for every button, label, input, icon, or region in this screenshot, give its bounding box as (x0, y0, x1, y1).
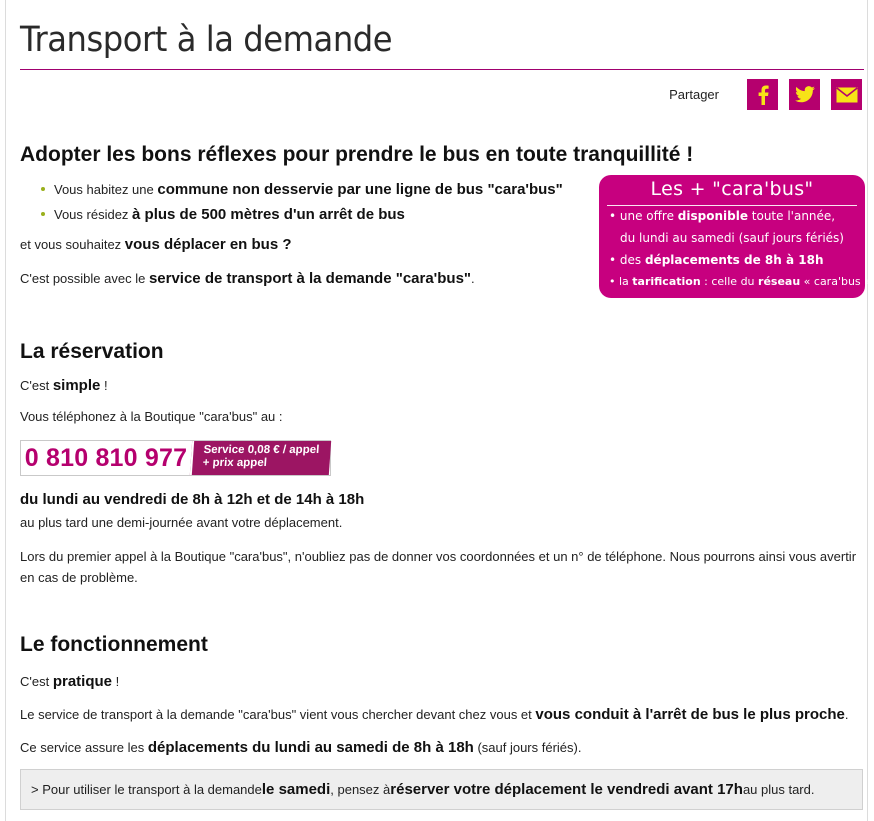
page-frame-left (5, 0, 6, 821)
page-frame-right (867, 0, 868, 821)
list-item: Vous habitez une commune non desservie par une ligne de bus "cara'bus" (39, 177, 563, 202)
emphasis: commune non desservie par une ligne de bus "cara'bus" (157, 181, 563, 198)
title-divider (20, 69, 864, 70)
promo-title: Les + "cara'bus" (650, 178, 814, 200)
service-price-tag: Service 0,08 € / appel + prix appel (190, 441, 331, 475)
twitter-bird-icon (794, 86, 816, 104)
carabus-benefits-box (599, 175, 874, 298)
promo-line-hours: • des déplacements de 8h à 18h (609, 253, 824, 267)
operation-heading: Le fonctionnement (20, 633, 208, 656)
pratique-text: C'est pratique ! (20, 673, 120, 690)
facebook-share-button[interactable] (747, 79, 778, 110)
emphasis: à plus de 500 mètres d'un arrêt de bus (132, 206, 405, 223)
simple-text: C'est simple ! (20, 377, 108, 394)
booking-deadline: au plus tard une demi-journée avant votre déplacement. (20, 515, 343, 530)
page-title: Transport à la demande (20, 20, 393, 60)
list-item: Vous résidez à plus de 500 mètres d'un arrêt de bus (39, 202, 563, 227)
share-bar (669, 79, 862, 110)
facebook-icon (756, 85, 770, 105)
share-label: Partager (669, 87, 719, 102)
promo-line-pricing: • la tarification : celle du réseau « cara'bus ». (609, 275, 874, 288)
saturday-notice: > Pour utiliser le transport à la demande le samedi , pensez à réserver votre déplacement le vendredi avant 17h au plus tard. (20, 769, 863, 810)
service-text: Le service de transport à la demande "cara'bus" vient vous chercher devant chez vous et vous conduit à l'arrêt de bus le plus proche. (20, 706, 849, 723)
reservation-heading: La réservation (20, 340, 164, 363)
possible-text: C'est possible avec le service de transport à la demande "cara'bus". (20, 270, 475, 287)
first-call-text: Lors du premier appel à la Boutique "cara'bus", n'oubliez pas de donner vos coordonnées et un n° de téléphone. Nous pourrons ainsi vous avertir en cas de problème. (20, 549, 857, 585)
wish-text: et vous souhaitez vous déplacer en bus ? (20, 236, 292, 253)
promo-line-days: du lundi au samedi (sauf jours fériés) (620, 231, 844, 245)
twitter-share-button[interactable] (789, 79, 820, 110)
promo-divider (607, 205, 857, 206)
email-share-button[interactable] (831, 79, 862, 110)
phone-number-banner[interactable] (20, 440, 331, 476)
booking-hours: du lundi au vendredi de 8h à 12h et de 14h à 18h (20, 491, 365, 508)
intro-heading: Adopter les bons réflexes pour prendre le bus en toute tranquillité ! (20, 143, 694, 166)
envelope-icon (836, 87, 858, 103)
call-text: Vous téléphonez à la Boutique "cara'bus" au : (20, 409, 283, 424)
days-text: Ce service assure les déplacements du lundi au samedi de 8h à 18h (sauf jours fériés). (20, 739, 582, 756)
promo-line-availability: • une offre disponible toute l'année, (609, 209, 836, 223)
eligibility-list (39, 177, 563, 227)
phone-number: 0 810 810 977 (24, 443, 188, 472)
